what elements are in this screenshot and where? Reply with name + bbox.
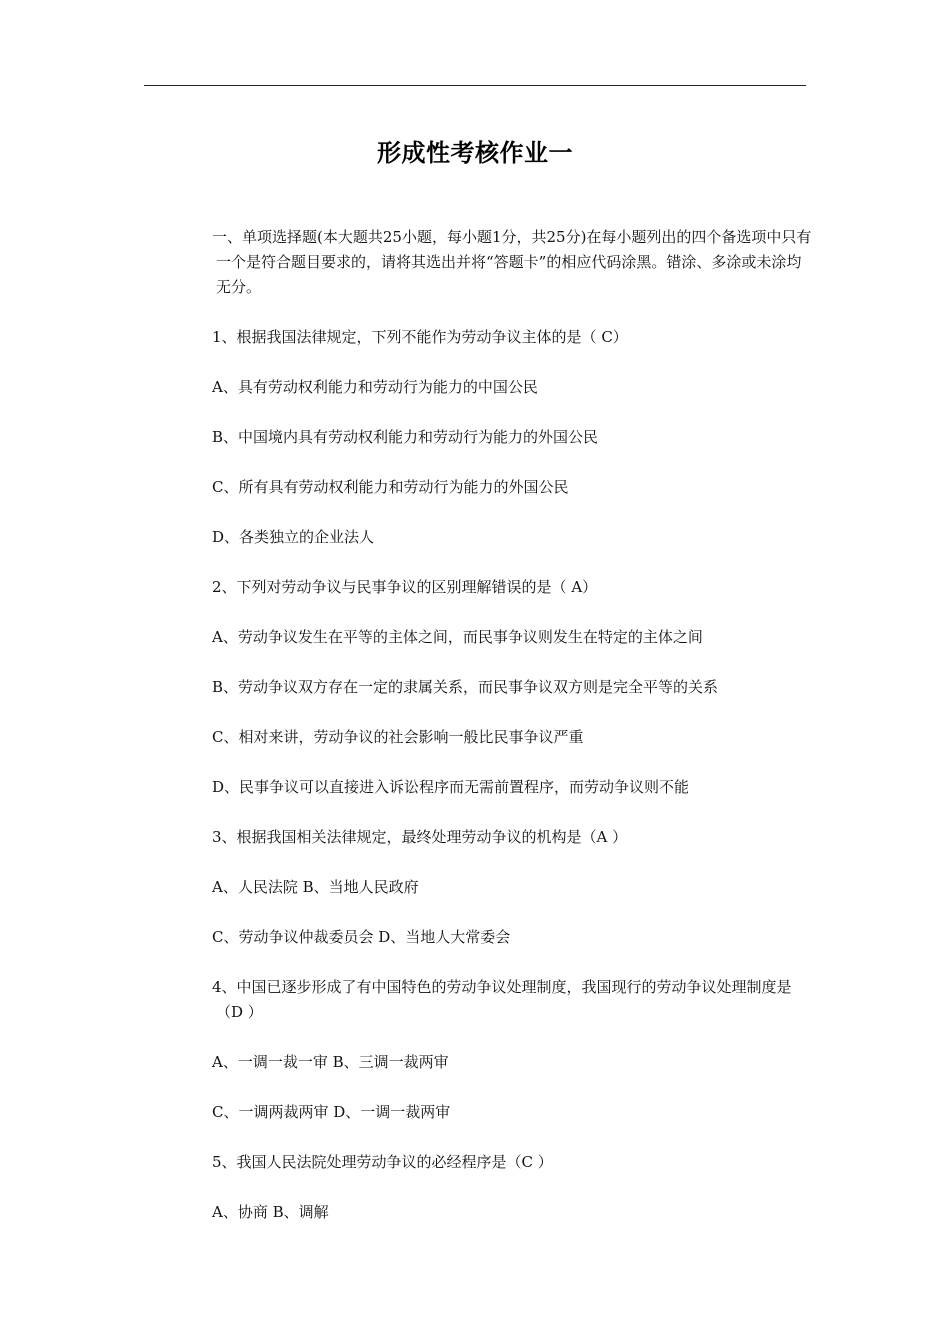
question-2-option-c: C、相对来讲，劳动争议的社会影响一般比民事争议严重 xyxy=(212,728,584,746)
question-3-options-ab: A、人民法院 B、当地人民政府 xyxy=(212,878,419,896)
question-4-options-ab: A、一调一裁一审 B、三调一裁两审 xyxy=(212,1053,449,1071)
section-instructions: 一、单项选择题(本大题共25小题，每小题1分，共25分)在每小题列出的四个备选项中只有一个是符合题目要求的，请将其选出并将“答题卡”的相应代码涂黑。错涂、多涂或未涂均无分。 xyxy=(212,228,812,296)
question-5-options-ab: A、协商 B、调解 xyxy=(212,1203,329,1221)
question-2-option-b: B、劳动争议双方存在一定的隶属关系，而民事争议双方则是完全平等的关系 xyxy=(212,678,719,696)
question-4-options-cd: C、一调两裁两审 D、一调一裁两审 xyxy=(212,1103,451,1121)
question-2-option-d: D、民事争议可以直接进入诉讼程序而无需前置程序，而劳动争议则不能 xyxy=(212,778,690,796)
document-body xyxy=(212,225,812,1250)
question-3: 3、根据我国相关法律规定，最终处理劳动争议的机构是（A ） xyxy=(212,828,628,846)
header-rule xyxy=(144,85,806,86)
question-2: 2、下列对劳动争议与民事争议的区别理解错误的是（ A） xyxy=(212,578,598,596)
question-3-options-cd: C、劳动争议仲裁委员会 D、当地人大常委会 xyxy=(212,928,511,946)
question-2-option-a: A、劳动争议发生在平等的主体之间，而民事争议则发生在特定的主体之间 xyxy=(212,628,703,646)
question-5: 5、我国人民法院处理劳动争议的必经程序是（C ） xyxy=(212,1153,553,1171)
question-1-option-a: A、具有劳动权利能力和劳动行为能力的中国公民 xyxy=(212,378,538,396)
document-title: 形成性考核作业一 xyxy=(377,139,573,167)
question-1: 1、根据我国法律规定，下列不能作为劳动争议主体的是（ C） xyxy=(212,328,628,346)
question-1-option-d: D、各类独立的企业法人 xyxy=(212,528,375,546)
question-1-option-b: B、中国境内具有劳动权利能力和劳动行为能力的外国公民 xyxy=(212,428,599,446)
question-1-option-c: C、所有具有劳动权利能力和劳动行为能力的外国公民 xyxy=(212,478,569,496)
question-4: 4、中国已逐步形成了有中国特色的劳动争议处理制度，我国现行的劳动争议处理制度是（D ） xyxy=(212,978,792,1021)
